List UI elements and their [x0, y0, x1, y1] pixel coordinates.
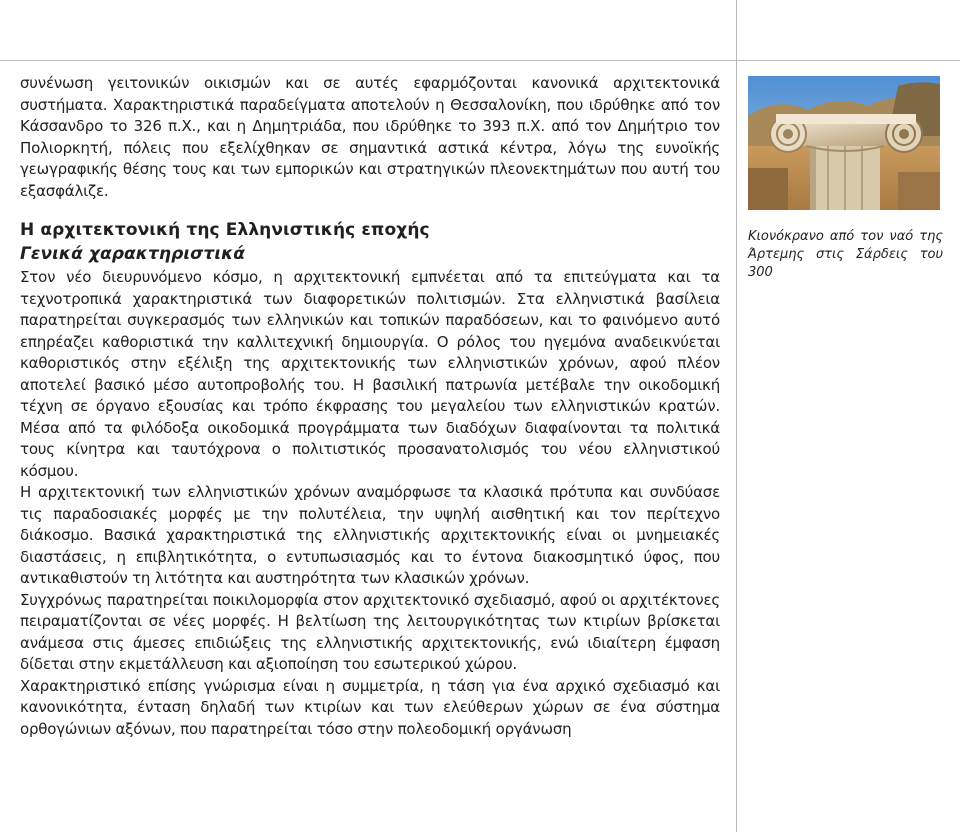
column-rule	[736, 0, 737, 832]
body-paragraph-2: Η αρχιτεκτονική των ελληνιστικών χρόνων αναμόρφωσε τα κλασικά πρότυπα και συνδύασε τις παραδοσιακές μορφές με την πολυτέλεια, την υψηλή αισθητική και τον περίτεχνο διάκοσμο. Βασικά χαρακτηριστικά της ελληνιστικής αρχιτεκτονικής είναι οι μνημειακές διαστάσεις, η επιβλητικότητα, ο εντυπωσιασμός και το έντονα διακοσμητικό ύφος, που αντικαθιστούν τη λιτότητα και αυστηρότητα των κλασικών χρόνων.	[20, 483, 720, 587]
subsection-title: Γενικά χαρακτηριστικά	[20, 244, 246, 264]
body-paragraph-1: Στον νέο διευρυνόμενο κόσμο, η αρχιτεκτονική εμπνέεται από τα επιτεύγματα και τα τεχνοτροπικά χαρακτηριστικά των διαφορετικών πολιτισμών. Στα ελληνιστικά βασίλεια παρατηρείται συγκερασμός των ελληνικών και τοπικών παραδόσεων, και το φαινόμενο αυτό επηρέαζει καθοριστικά την καλλιτεχνική δημιουργία. Ο ρόλος του ηγεμόνα αναδεικνύεται καθοριστικός στην εξέλιξη της αρχιτεκτονικής των ελληνιστικών χρόνων, αφού πλέον αποτελεί βασικό μέσο αυτοπροβολής του. Η βασιλική πατρωνία μετέβαλε την οικοδομική τέχνη σε όργανο εξουσίας και τρόπο έκφρασης του μεγαλείου των ελληνιστικών κρατών. Μέσα από τα φιλόδοξα οικοδομικά προγράμματα των διαδόχων διαφαίνονται τα πολιτικά τους κίνητρα και ταυτόχρονα ο πολιτιστικός προσανατολισμός του νέου ελληνιστικού κόσμου.	[20, 268, 720, 480]
section-title: Η αρχιτεκτονική της Ελληνιστικής εποχής	[20, 220, 430, 240]
ionic-capital-photo	[748, 76, 940, 210]
body-paragraph-4: Χαρακτηριστικό επίσης γνώρισμα είναι η συμμετρία, η τάση για ένα αρχικό σχεδιασμό και κανονικότητα, ένταση δηλαδή των κτιρίων και των ελεύθερων χώρων σε ένα σύστημα ορθογώνιων αξόνων, που παρατηρείται τόσο στην πολεοδομική οργάνωση	[20, 676, 720, 738]
body-paragraph-3: Συγχρόνως παρατηρείται ποικιλομορφία στον αρχιτεκτονικό σχεδιασμό, αφού οι αρχιτέκτονες πειραματίζονται σε νέες μορφές. Η βελτίωση της λειτουργικότητας των κτιρίων βρίσκεται ανάμεσα στις άμεσες επιδιώξεις της ελληνιστικής αρχιτεκτονικής, ενώ ιδιαίτερη έμφαση δίδεται στην εκμετάλλευση και αξιοποίηση του εσωτερικού χώρου.	[20, 590, 720, 673]
intro-paragraph: συνένωση γειτονικών οικισμών και σε αυτές εφαρμόζονται κανονικά αρχιτεκτονικά συστήματα. Χαρακτηριστικά παραδείγματα αποτελούν η Θεσσαλονίκη, που ιδρύθηκε από τον Κάσσανδρο το 326 π.Χ., και η Δημητριάδα, που ιδρύθηκε το 393 π.Χ. από τον Δημήτριο τον Πολιορκητή, πόλεις που εξελίχθηκαν σε σημαντικά αστικά κέντρα, λόγω της ευνοϊκής γεωγραφικής θέσης τους και των εμπορικών και στρατηγικών πλεονεκτημάτων που αυτή του εξασφάλιζε.	[20, 74, 720, 200]
photo-caption: Κιονόκρανο από τον ναό της Άρτεμης στις Σάρδεις του 300	[748, 229, 943, 280]
ionic-capital-illustration	[748, 76, 940, 210]
main-text-column	[20, 73, 720, 740]
header-rule	[0, 60, 960, 61]
